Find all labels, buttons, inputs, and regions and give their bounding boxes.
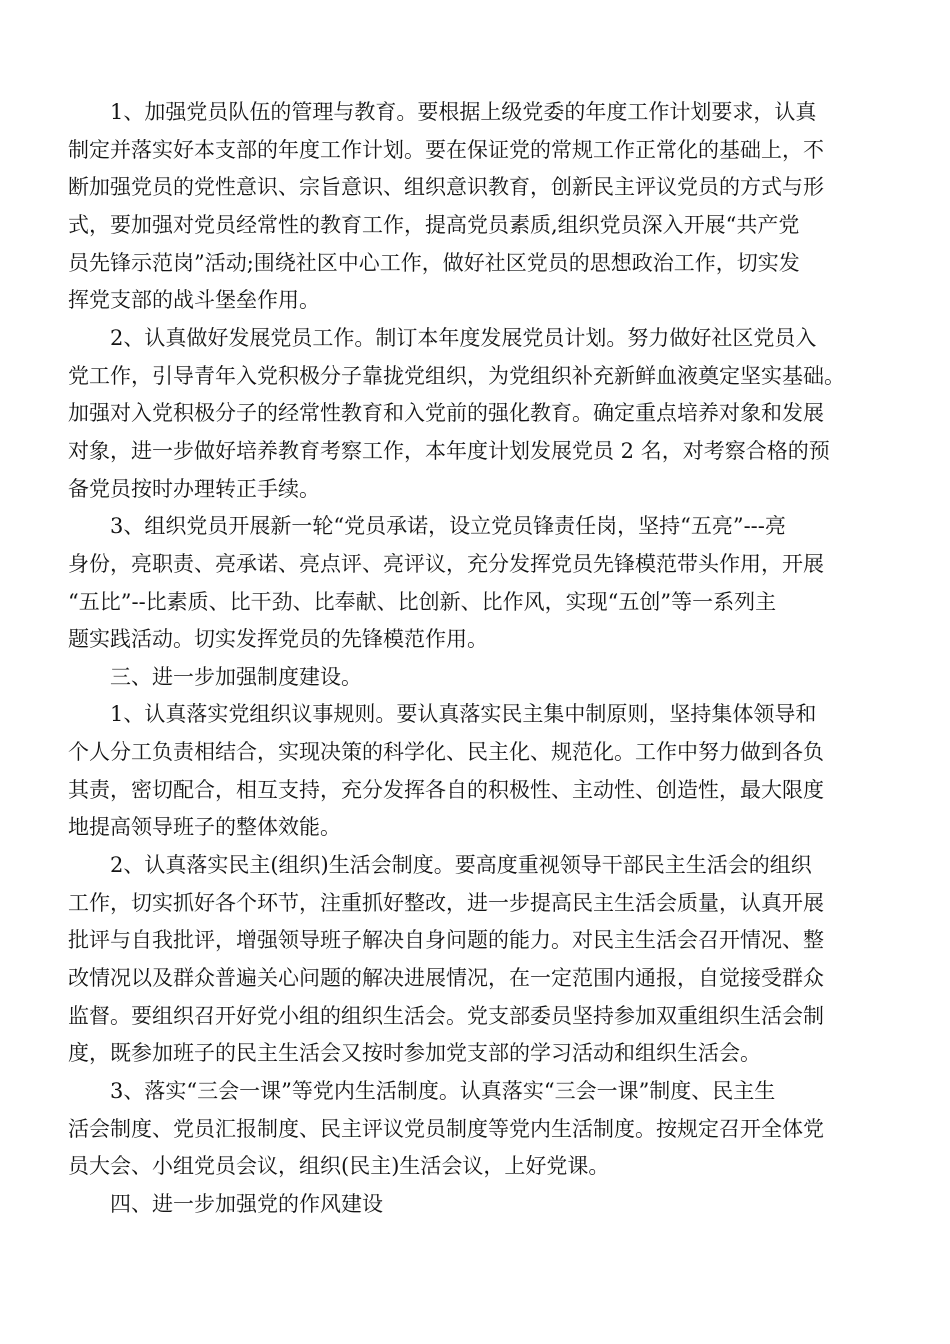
text-line: 1、加强党员队伍的管理与教育。要根据上级党委的年度工作计划要求，认真 (110, 100, 817, 124)
section-heading: 四、进一步加强党的作风建设 (110, 1192, 383, 1216)
text-line: 其责，密切配合，相互支持，充分发挥各自的积极性、主动性、创造性，最大限度 (68, 778, 824, 802)
text-line: 批评与自我批评，增强领导班子解决自身问题的能力。对民主生活会召开情况、整 (68, 928, 824, 952)
text-line: 地提高领导班子的整体效能。 (68, 815, 341, 839)
text-line: 对象，进一步做好培养教育考察工作，本年度计划发展党员 2 名，对考察合格的预 (68, 439, 830, 463)
text-line: 挥党支部的战斗堡垒作用。 (68, 288, 320, 312)
text-line: 个人分工负责相结合，实现决策的科学化、民主化、规范化。工作中努力做到各负 (68, 740, 824, 764)
text-line: 改情况以及群众普遍关心问题的解决进展情况，在一定范围内通报，自觉接受群众 (68, 966, 824, 990)
text-line: 度，既参加班子的民主生活会又按时参加党支部的学习活动和组织生活会。 (68, 1041, 761, 1065)
text-line: 员先锋示范岗”活动;围绕社区中心工作，做好社区党员的思想政治工作，切实发 (68, 251, 800, 275)
text-line: 2、认真做好发展党员工作。制订本年度发展党员计划。努力做好社区党员入 (110, 326, 817, 350)
text-line: 监督。要组织召开好党小组的组织生活会。党支部委员坚持参加双重组织生活会制 (68, 1004, 824, 1028)
text-line: 断加强党员的党性意识、宗旨意识、组织意识教育，创新民主评议党员的方式与形 (68, 175, 824, 199)
text-line: 工作，切实抓好各个环节，注重抓好整改，进一步提高民主生活会质量，认真开展 (68, 891, 824, 915)
section-heading: 三、进一步加强制度建设。 (110, 665, 362, 689)
text-line: 式，要加强对党员经常性的教育工作，提高党员素质,组织党员深入开展“共产党 (68, 213, 800, 237)
text-line: 加强对入党积极分子的经常性教育和入党前的强化教育。确定重点培养对象和发展 (68, 401, 824, 425)
text-line: 身份，亮职责、亮承诺、亮点评、亮评议，充分发挥党员先锋模范带头作用，开展 (68, 552, 824, 576)
text-line: 3、落实“三会一课”等党内生活制度。认真落实“三会一课”制度、民主生 (110, 1079, 776, 1103)
text-line: 备党员按时办理转正手续。 (68, 477, 320, 501)
text-line: 制定并落实好本支部的年度工作计划。要在保证党的常规工作正常化的基础上，不 (68, 138, 824, 162)
text-line: 3、组织党员开展新一轮“党员承诺，设立党员锋责任岗，坚持“五亮”---亮 (110, 514, 786, 538)
text-line: 党工作，引导青年入党积极分子靠拢党组织，为党组织补充新鲜血液奠定坚实基础。 (68, 364, 845, 388)
text-line: 员大会、小组党员会议，组织(民主)生活会议，上好党课。 (68, 1154, 610, 1178)
text-line: 题实践活动。切实发挥党员的先锋模范作用。 (68, 627, 488, 651)
text-line: 1、认真落实党组织议事规则。要认真落实民主集中制原则，坚持集体领导和 (110, 702, 817, 726)
text-line: 活会制度、党员汇报制度、民主评议党员制度等党内生活制度。按规定召开全体党 (68, 1117, 824, 1141)
text-line: “五比”--比素质、比干劲、比奉献、比创新、比作风，实现“五创”等一系列主 (68, 590, 777, 614)
text-line: 2、认真落实民主(组织)生活会制度。要高度重视领导干部民主生活会的组织 (110, 853, 812, 877)
